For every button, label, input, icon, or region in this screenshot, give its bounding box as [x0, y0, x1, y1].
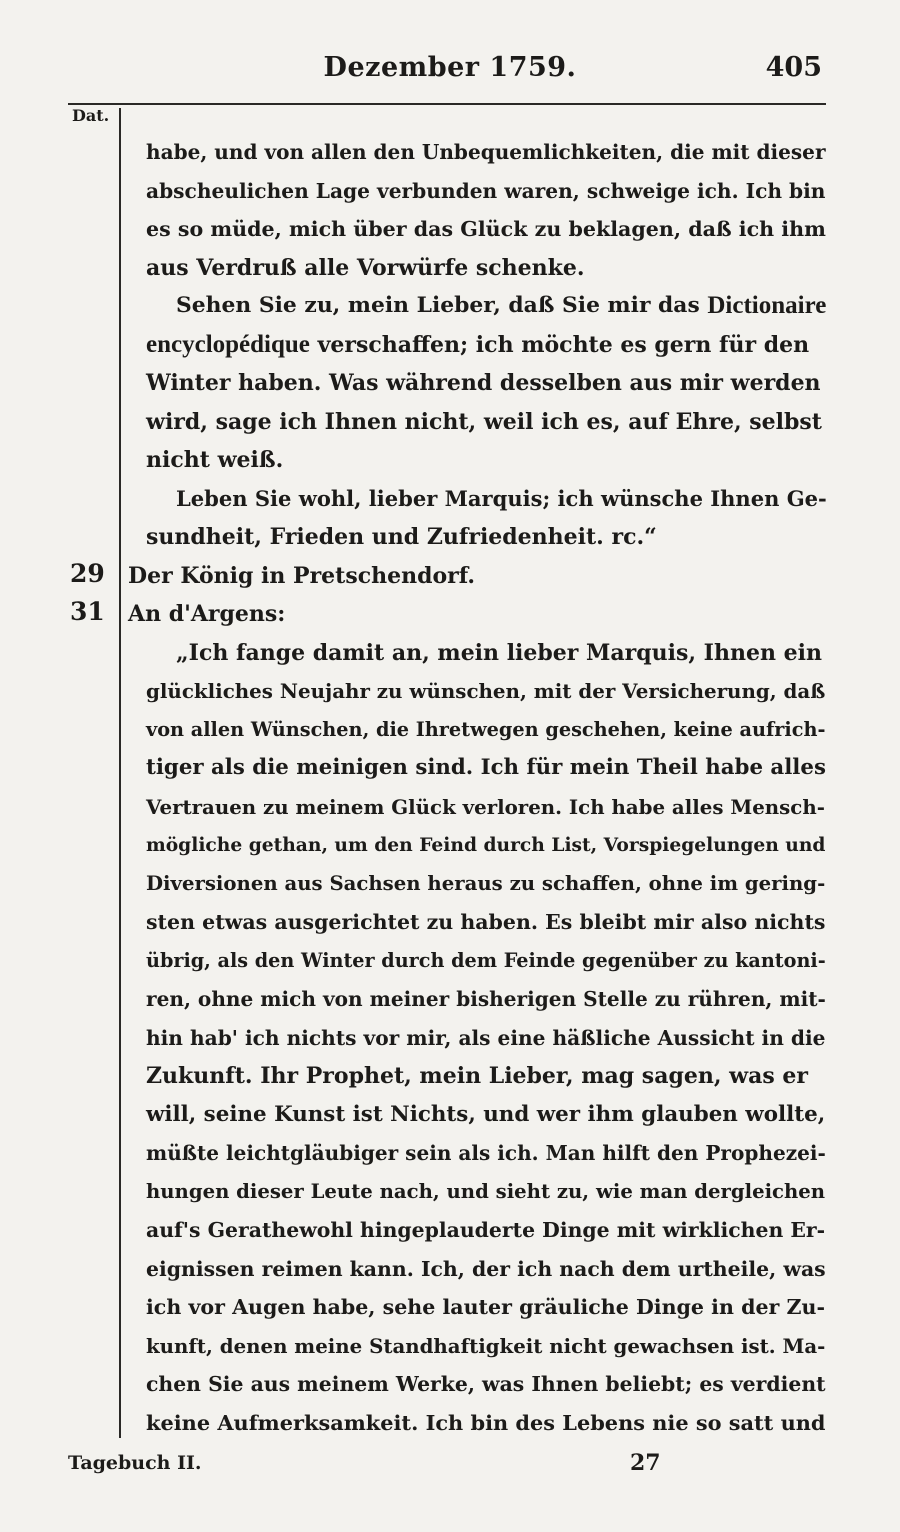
antiqua-term: Dictionaire — [707, 292, 827, 319]
letter-line: kunft, denen meine Standhaftigkeit nicht gewachsen ist. Ma- — [146, 1333, 826, 1358]
text-line: aus Verdruß alle Vorwürfe schenke. — [146, 254, 585, 281]
text-line: Leben Sie wohl, lieber Marquis; ich wünsche Ihnen Ge- — [176, 485, 827, 511]
footer-title: Tagebuch II. — [68, 1452, 202, 1474]
body-text — [128, 133, 827, 1442]
letter-line: keine Aufmerksamkeit. Ich bin des Lebens nie so satt und — [146, 1409, 826, 1435]
letter-line: Zukunft. Ihr Prophet, mein Lieber, mag sagen, was er — [146, 1063, 808, 1089]
page-number: 405 — [765, 52, 822, 83]
entry-29-text: Der König in Pretschendorf. — [128, 562, 476, 589]
text-line — [146, 326, 826, 365]
margin-rule — [119, 108, 121, 1438]
text-line — [146, 287, 826, 326]
letter-line: chen Sie aus meinem Werke, was Ihnen beliebt; es verdient — [146, 1372, 826, 1396]
text-line: habe, und von allen den Unbequemlichkeiten, die mit dieser — [146, 140, 826, 164]
text-span: verschaffen; ich möchte es gern für den — [317, 331, 810, 358]
antiqua-term: encyclopédique — [146, 330, 310, 358]
letter-line: „Ich fange damit an, mein lieber Marquis, Ihnen ein — [176, 639, 822, 666]
letter-line: sten etwas ausgerichtet zu haben. Es bleibt mir also nichts — [146, 910, 826, 934]
letter-line: Vertrauen zu meinem Glück verloren. Ich habe alles Mensch- — [146, 794, 825, 819]
text-line: sundheit, Frieden und Zufriedenheit. rc.“ — [146, 524, 657, 550]
letter-line: will, seine Kunst ist Nichts, und wer ihm glauben wollte, — [146, 1101, 826, 1127]
letter-line: glückliches Neujahr zu wünschen, mit der Versicherung, daß — [146, 679, 826, 703]
margin-date-29: 29 — [70, 559, 105, 588]
letter-line: hin hab' ich nichts vor mir, als eine häßliche Aussicht in die — [146, 1025, 826, 1050]
text-line: wird, sage ich Ihnen nicht, weil ich es, auf Ehre, selbst — [146, 408, 822, 435]
letter-line: übrig, als den Winter durch dem Feinde gegenüber zu kantoni- — [146, 948, 826, 972]
running-head-title: Dezember 1759. — [323, 52, 577, 83]
entry-31-text: An d'Argens: — [128, 601, 286, 627]
letter-line: tiger als die meinigen sind. Ich für mein Theil habe alles — [146, 755, 826, 780]
signature-mark: 27 — [630, 1450, 661, 1476]
date-column-label: Dat. — [72, 106, 110, 125]
letter-line: Diversionen aus Sachsen heraus zu schaffen, ohne im gering- — [146, 871, 826, 895]
text-span: Sehen Sie zu, mein Lieber, daß Sie mir das — [176, 293, 700, 318]
letter-line: hungen dieser Leute nach, und sieht zu, wie man dergleichen — [146, 1179, 826, 1203]
text-line: es so müde, mich über das Glück zu beklagen, daß ich ihm — [146, 217, 826, 241]
letter-line: ich vor Augen habe, sehe lauter gräuliche Dinge in der Zu- — [146, 1295, 826, 1319]
letter-line: mögliche gethan, um den Feind durch List, Vorspiegelungen und — [146, 834, 826, 856]
text-line: abscheulichen Lage verbunden waren, schweige ich. Ich bin — [146, 178, 826, 203]
margin-date-31: 31 — [70, 597, 105, 626]
header-rule — [68, 103, 826, 105]
text-line: Winter haben. Was während desselben aus mir werden — [146, 370, 821, 396]
letter-line: auf's Gerathewohl hingeplauderte Dinge mit wirklichen Er- — [146, 1218, 826, 1242]
text-line: nicht weiß. — [146, 447, 284, 473]
letter-line: ren, ohne mich von meiner bisherigen Stelle zu rühren, mit- — [146, 987, 826, 1011]
letter-line: eignissen reimen kann. Ich, der ich nach dem urtheile, was — [146, 1256, 826, 1281]
letter-line: müßte leichtgläubiger sein als ich. Man hilft den Prophezei- — [146, 1141, 826, 1165]
letter-line: von allen Wünschen, die Ihretwegen geschehen, keine aufrich- — [146, 717, 826, 741]
